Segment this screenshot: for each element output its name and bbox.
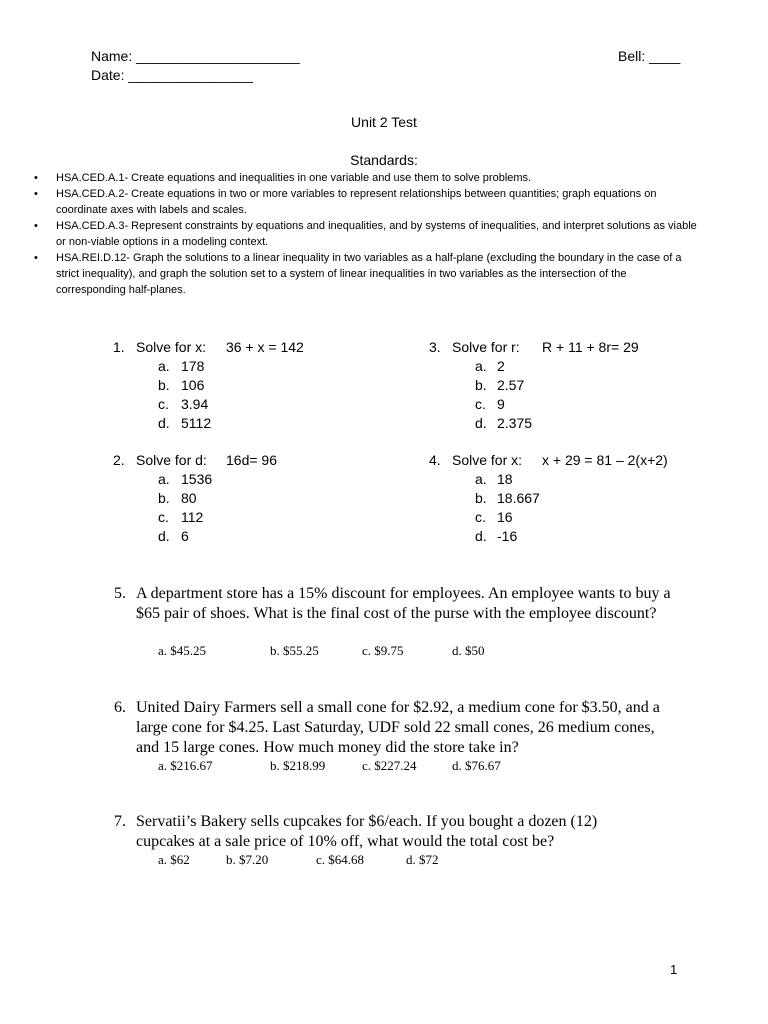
- option: d. $50: [452, 643, 485, 658]
- question-number: 3.: [429, 339, 441, 355]
- option-letter: d.: [158, 528, 170, 544]
- option: c. $227.24: [362, 758, 417, 773]
- question-text: A department store has a 15% discount for employees. An employee wants to buy a $65 pair of shoes. What is the final cost of the purse with the employee discount?: [136, 585, 671, 622]
- standards-list: [32, 170, 732, 298]
- bullet-icon: •: [34, 188, 38, 200]
- question-number: 5.: [114, 585, 126, 602]
- option-letter: a.: [475, 358, 487, 374]
- question-prompt: Solve for d:: [136, 452, 207, 468]
- option-value: 16: [497, 509, 513, 525]
- standard-item: [32, 218, 732, 250]
- option-letter: b.: [158, 490, 170, 506]
- option: a. $62: [158, 852, 190, 867]
- option-letter: d.: [475, 528, 487, 544]
- option-value: 80: [181, 490, 197, 506]
- option-letter: a.: [158, 358, 170, 374]
- question-prompt: Solve for r:: [452, 339, 520, 355]
- standard-text: HSA.CED.A.2- Create equations in two or more variables to represent relationships between quantities; graph equations on: [56, 188, 657, 200]
- option-value: 5112: [181, 415, 212, 431]
- option-value: 2: [497, 358, 505, 374]
- standard-item: [32, 250, 732, 298]
- question-text: Servatii’s Bakery sells cupcakes for $6/each. If you bought a dozen (12) cupcakes at a sale price of 10% off, what would the total cost be?: [136, 813, 598, 850]
- standard-text: corresponding half-planes.: [56, 284, 186, 296]
- bell-field: Bell: ____: [618, 48, 681, 64]
- option-letter: d.: [158, 415, 170, 431]
- option-letter: d.: [475, 415, 487, 431]
- question-number: 2.: [113, 452, 125, 468]
- bullet-icon: •: [34, 172, 38, 184]
- bullet-icon: •: [34, 220, 38, 232]
- page-number: 1: [670, 962, 678, 977]
- question-expression: R + 11 + 8r= 29: [542, 339, 639, 355]
- option-value: 112: [181, 509, 204, 525]
- page-title: Unit 2 Test: [351, 114, 417, 130]
- word-question: [114, 584, 676, 624]
- option-letter: c.: [158, 509, 169, 525]
- option-value: 106: [181, 377, 205, 393]
- standard-text: HSA.CED.A.3- Represent constraints by equations and inequalities, and by systems of inequalities, and interpret solutions as viable: [56, 220, 697, 232]
- standard-text: strict inequality), and graph the solution set to a system of linear inequalities in two variables as the intersection of the: [56, 268, 627, 280]
- question-prompt: Solve for x:: [452, 452, 523, 468]
- option-value: 18.667: [497, 490, 540, 506]
- option-value: 1536: [181, 471, 213, 487]
- option-value: 9: [497, 396, 505, 412]
- standard-text: HSA.REI.D.12- Graph the solutions to a linear inequality in two variables as a half-plane (excluding the boundary in the case of a: [56, 252, 682, 264]
- question-expression: x + 29 = 81 – 2(x+2): [542, 452, 668, 468]
- standard-item: [32, 170, 732, 186]
- option-letter: c.: [158, 396, 169, 412]
- name-field: Name: _____________________: [91, 48, 300, 64]
- option-value: 2.375: [497, 415, 533, 431]
- word-question: [114, 698, 676, 758]
- standards-heading: Standards:: [350, 152, 418, 168]
- option-value: -16: [497, 528, 518, 544]
- option-value: 178: [181, 358, 205, 374]
- question-number: 4.: [429, 452, 441, 468]
- word-question: [114, 812, 656, 852]
- option: a. $45.25: [158, 643, 207, 658]
- option: a. $216.67: [158, 758, 213, 773]
- option-letter: a.: [158, 471, 170, 487]
- option: d. $72: [406, 852, 439, 867]
- standard-text: HSA.CED.A.1- Create equations and inequalities in one variable and use them to solve problems.: [56, 172, 532, 184]
- question-prompt: Solve for x:: [136, 339, 207, 355]
- option: c. $9.75: [362, 643, 404, 658]
- question-expression: 16d= 96: [226, 452, 277, 468]
- option-letter: c.: [475, 509, 486, 525]
- question-number: 6.: [114, 699, 126, 716]
- date-field: Date: ________________: [91, 67, 253, 83]
- option: b. $55.25: [270, 643, 319, 658]
- option-value: 2.57: [497, 377, 525, 393]
- bullet-icon: •: [34, 252, 38, 264]
- question-number: 7.: [114, 813, 126, 830]
- question-expression: 36 + x = 142: [226, 339, 304, 355]
- question-text: United Dairy Farmers sell a small cone for $2.92, a medium cone for $3.50, and a large cone for $4.25. Last Saturday, UDF sold 22 small cones, 26 medium cones, and 15 large cones. How much money did the store take in?: [136, 699, 660, 756]
- standard-item: [32, 186, 732, 218]
- option: d. $76.67: [452, 758, 501, 773]
- standard-text: coordinate axes with labels and scales.: [56, 204, 247, 216]
- option: b. $218.99: [270, 758, 326, 773]
- option-letter: b.: [475, 377, 487, 393]
- option-value: 18: [497, 471, 513, 487]
- standard-text: or non-viable options in a modeling context.: [56, 236, 269, 248]
- option-value: 6: [181, 528, 189, 544]
- option-letter: b.: [475, 490, 487, 506]
- option-value: 3.94: [181, 396, 209, 412]
- question-number: 1.: [113, 339, 125, 355]
- option: b. $7.20: [226, 852, 269, 867]
- option: c. $64.68: [316, 852, 365, 867]
- option-letter: c.: [475, 396, 486, 412]
- option-letter: b.: [158, 377, 170, 393]
- option-letter: a.: [475, 471, 487, 487]
